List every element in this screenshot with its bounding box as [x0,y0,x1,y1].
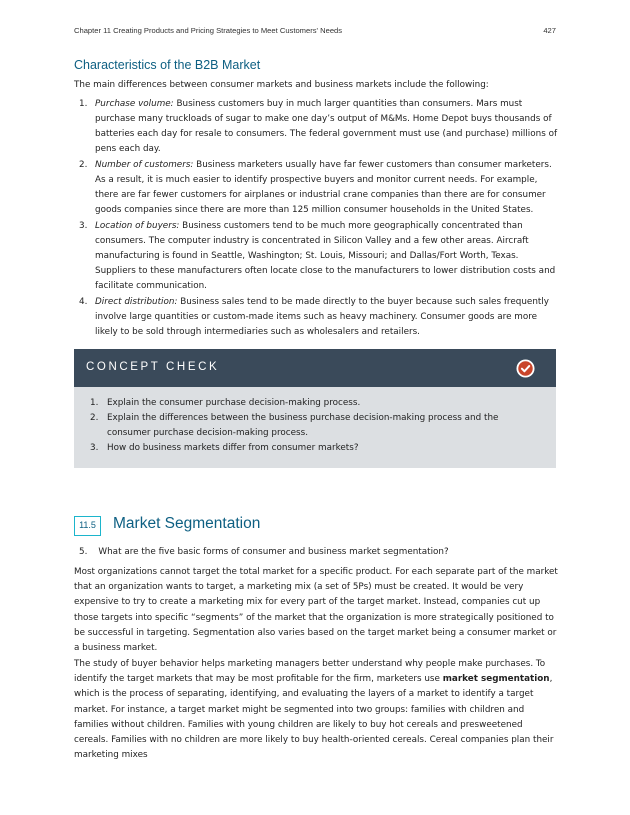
list-text: Business sales tend to be made directly to the buyer because such sales frequently involve large quantities or custom-made items such as heavy machinery. Consumer goods are more likely to be sold through intermediaries such as wholesalers and retailers. [95,297,550,337]
concept-check-body [74,387,556,468]
list-number: 2. [79,160,88,170]
list-term: Purchase volume: [95,99,174,109]
running-head [74,26,556,38]
list-number: 3. [79,221,88,231]
key-term: market segmentation [442,674,550,685]
list-term: Number of customers: [95,160,194,170]
list-term: Direct distribution: [95,297,178,307]
paragraph-text: The study of buyer behavior helps marketing managers better understand why people make purchases. To identify the target markets that may be most profitable for the firm, marketers use [74,659,546,685]
page-number: 427 [543,26,556,35]
list-item [74,295,558,340]
section-number: 11.5 [74,516,101,536]
list-item [74,97,558,157]
concept-check-questions [90,396,540,456]
list-number: 1. [79,99,88,109]
list-text: Business customers tend to be much more geographically concentrated than consumers. The computer industry is concentrated in Silicon Valley and a few other areas. Aircraft manufacturing is found in Seattle, Washington; St. Louis, Missouri; and Dallas/Fort Worth, Texas. Suppliers to these manufacturers often locate close to the manufacturers to lower distribution costs and facilitate communication. [95,221,556,291]
checkmark-circle-icon [516,359,535,378]
list-item [90,411,540,441]
concept-check-title: CONCEPT CHECK [86,361,220,373]
list-term: Location of buyers: [95,221,180,231]
list-text: Business customers buy in much larger quantities than consumers. Mars must purchase many truckloads of sugar to make one day’s output of M&Ms. Home Depot buys thousands of batteries each day for resale to consumers. The federal government must use (and purchase) millions of pens each day. [95,99,558,154]
b2b-differences-list [74,97,558,341]
paragraph-buyer-behavior [74,657,558,763]
section-title: Market Segmentation [113,515,261,532]
list-number: 1. [90,398,99,408]
question-text: How do business markets differ from consumer markets? [107,443,359,453]
question-text: Explain the differences between the business purchase decision-making process and the consumer purchase decision-making process. [107,413,499,438]
concept-check-header [74,349,556,387]
learning-objective-text: What are the five basic forms of consumer and business market segmentation? [98,547,449,557]
question-text: Explain the consumer purchase decision-making process. [107,398,361,408]
list-item [74,219,558,294]
paragraph-segmentation-intro: Most organizations cannot target the total market for a specific product. For each separate part of the market that an organization wants to target, a marketing mix (a set of 5Ps) must be created. It would be very expensive to try to create a marketing mix for every part of the target market. Instead, companies cut up those targets into specific “segments” of the market that the organization is more strategically positioned to be successful in targeting. Segmentation also varies based on the target market being a consumer market or a business market. [74,567,558,654]
learning-objective [79,545,449,560]
list-number: 3. [90,443,99,453]
list-item [90,396,540,411]
list-number: 2. [90,413,99,423]
concept-check-box [74,349,556,468]
list-number: 4. [79,297,88,307]
b2b-heading: Characteristics of the B2B Market [74,58,261,72]
paragraph-text: , which is the process of separating, identifying, and evaluating the layers of a market to identify a target market. For instance, a target market might be segmented into two groups: families with children and families without children. Families with young children are likely to buy hot cereals and presweetened cereals. Families with no children are more likely to buy health-oriented cereals. Cereal companies plan their marketing mixes [74,674,554,761]
list-text: Business marketers usually have far fewer customers than consumer marketers. As a result, it is much easier to identify prospective buyers and monitor current needs. For example, there are far fewer customers for airplanes or industrial crane companies than there are for consumer goods companies since there are more than 125 million consumer households in the United States. [95,160,552,215]
list-item [74,158,558,218]
list-item [90,441,540,456]
learning-objective-number: 5. [79,547,88,557]
b2b-intro: The main differences between consumer markets and business markets include the following: [74,80,489,90]
chapter-title: Chapter 11 Creating Products and Pricing Strategies to Meet Customers' Needs [74,26,343,35]
